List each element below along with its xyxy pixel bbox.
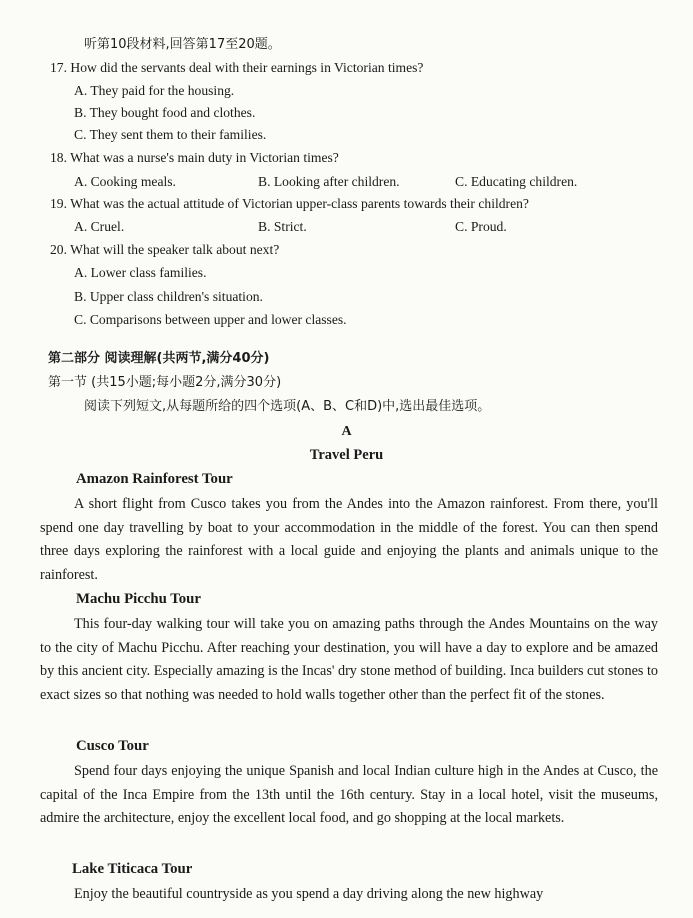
answer-option: A. Cruel. (74, 219, 125, 234)
question-stem: 18. What was a nurse's main duty in Victorian times? (50, 150, 339, 165)
tour-heading: Machu Picchu Tour (76, 591, 201, 607)
answer-option: B. Upper class children's situation. (74, 289, 263, 304)
answer-option: C. Comparisons between upper and lower classes. (74, 312, 347, 327)
listening-instruction: 听第10段材料,回答第17至20题。 (84, 37, 281, 52)
question-stem: 19. What was the actual attitude of Victorian upper-class parents towards their children? (50, 196, 529, 211)
question-stem: 17. How did the servants deal with their earnings in Victorian times? (50, 60, 424, 75)
tour-paragraph: Spend four days enjoying the unique Spanish and local Indian culture high in the Andes at Cusco, the capital of the Inca Empire from the 13th until the 16th century. Stay in a local hotel, visit the museums, admire the architecture, enjoy the excellent local food, and go shopping at the local markets. (40, 763, 658, 826)
passage-title: Travel Peru (309, 447, 384, 463)
tour-heading: Amazon Rainforest Tour (76, 471, 233, 487)
tour-heading: Lake Titicaca Tour (72, 861, 193, 877)
section-title: 第一节 (共15小题;每小题2分,满分30分) (48, 375, 282, 390)
answer-option: C. They sent them to their families. (74, 127, 267, 142)
answer-option: A. Lower class families. (74, 265, 207, 280)
reading-instruction: 阅读下列短文,从每题所给的四个选项(A、B、C和D)中,选出最佳选项。 (84, 399, 491, 414)
answer-option: B. They bought food and clothes. (74, 105, 256, 120)
answer-option: B. Strict. (258, 219, 307, 234)
answer-option: B. Looking after children. (258, 174, 400, 189)
tour-paragraph: A short flight from Cusco takes you from the Andes into the Amazon rainforest. From there, you'll spend one day travelling by boat to your accommodation in the middle of the forest. You can then spend three days exploring the rainforest with a local guide and enjoying the plants and animals unique to the rainforest. (40, 496, 658, 583)
tour-paragraph: Enjoy the beautiful countryside as you spend a day driving along the new highway (74, 886, 544, 902)
answer-option: C. Educating children. (455, 174, 578, 189)
question-stem: 20. What will the speaker talk about next? (50, 242, 280, 257)
answer-option: A. They paid for the housing. (74, 83, 235, 98)
answer-option: A. Cooking meals. (74, 174, 176, 189)
tour-paragraph: This four-day walking tour will take you on amazing paths through the Andes Mountains on the way to the city of Machu Picchu. After reaching your destination, you will have a day to explore and be amazed by this ancient city. Especially amazing is the Incas' dry stone method of building. Inca builders cut stones to exact sizes so that nothing was needed to hold walls together other than the perfect fit of the stones. (40, 616, 658, 703)
answer-option: C. Proud. (455, 219, 507, 234)
passage-letter: A (341, 424, 352, 439)
tour-heading: Cusco Tour (76, 738, 149, 754)
part-title: 第二部分 阅读理解(共两节,满分40分) (48, 351, 270, 366)
